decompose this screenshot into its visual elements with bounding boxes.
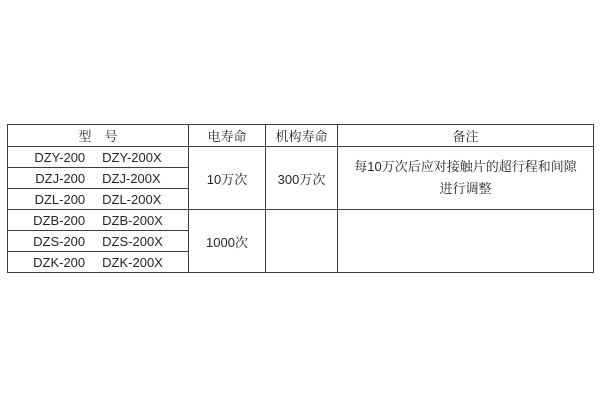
remarks-group1 — [338, 147, 594, 210]
electrical-life-group2: 1000次 — [189, 210, 266, 273]
model-name: DZS-200 — [33, 233, 86, 249]
header-remarks: 备注 — [338, 125, 594, 147]
model-cell-dzb — [8, 210, 189, 231]
header-model: 型 号 — [8, 125, 189, 147]
model-name: DZJ-200 — [35, 170, 86, 186]
model-name: DZY-200X — [102, 149, 162, 165]
header-electrical-life: 电寿命 — [189, 125, 266, 147]
model-cell-dzl — [8, 189, 189, 210]
model-name: DZB-200X — [102, 212, 163, 228]
table-row-dzy — [8, 147, 594, 168]
mechanism-life-group1: 300万次 — [266, 147, 338, 210]
remarks-line-1: 每10万次后应对接触片的超行程和间隙 — [354, 159, 577, 174]
model-cell-dzk — [8, 252, 189, 273]
model-name: DZK-200 — [33, 254, 86, 270]
model-cell-dzy — [8, 147, 189, 168]
model-name: DZL-200X — [102, 191, 162, 207]
table-row-dzb — [8, 210, 594, 231]
header-row — [8, 125, 594, 147]
remarks-line-2: 进行调整 — [439, 181, 492, 196]
model-cell-dzs — [8, 231, 189, 252]
model-name: DZB-200 — [33, 212, 86, 228]
electrical-life-group1: 10万次 — [189, 147, 266, 210]
remarks-group2 — [338, 210, 594, 273]
header-mechanism-life: 机构寿命 — [266, 125, 338, 147]
model-name: DZY-200 — [34, 149, 86, 165]
spec-table-container — [7, 124, 594, 273]
model-name: DZJ-200X — [102, 170, 161, 186]
model-cell-dzj — [8, 168, 189, 189]
relay-life-spec-table — [7, 124, 594, 273]
model-name: DZS-200X — [102, 233, 163, 249]
mechanism-life-group2 — [266, 210, 338, 273]
model-name: DZL-200 — [34, 191, 86, 207]
model-name: DZK-200X — [102, 254, 163, 270]
